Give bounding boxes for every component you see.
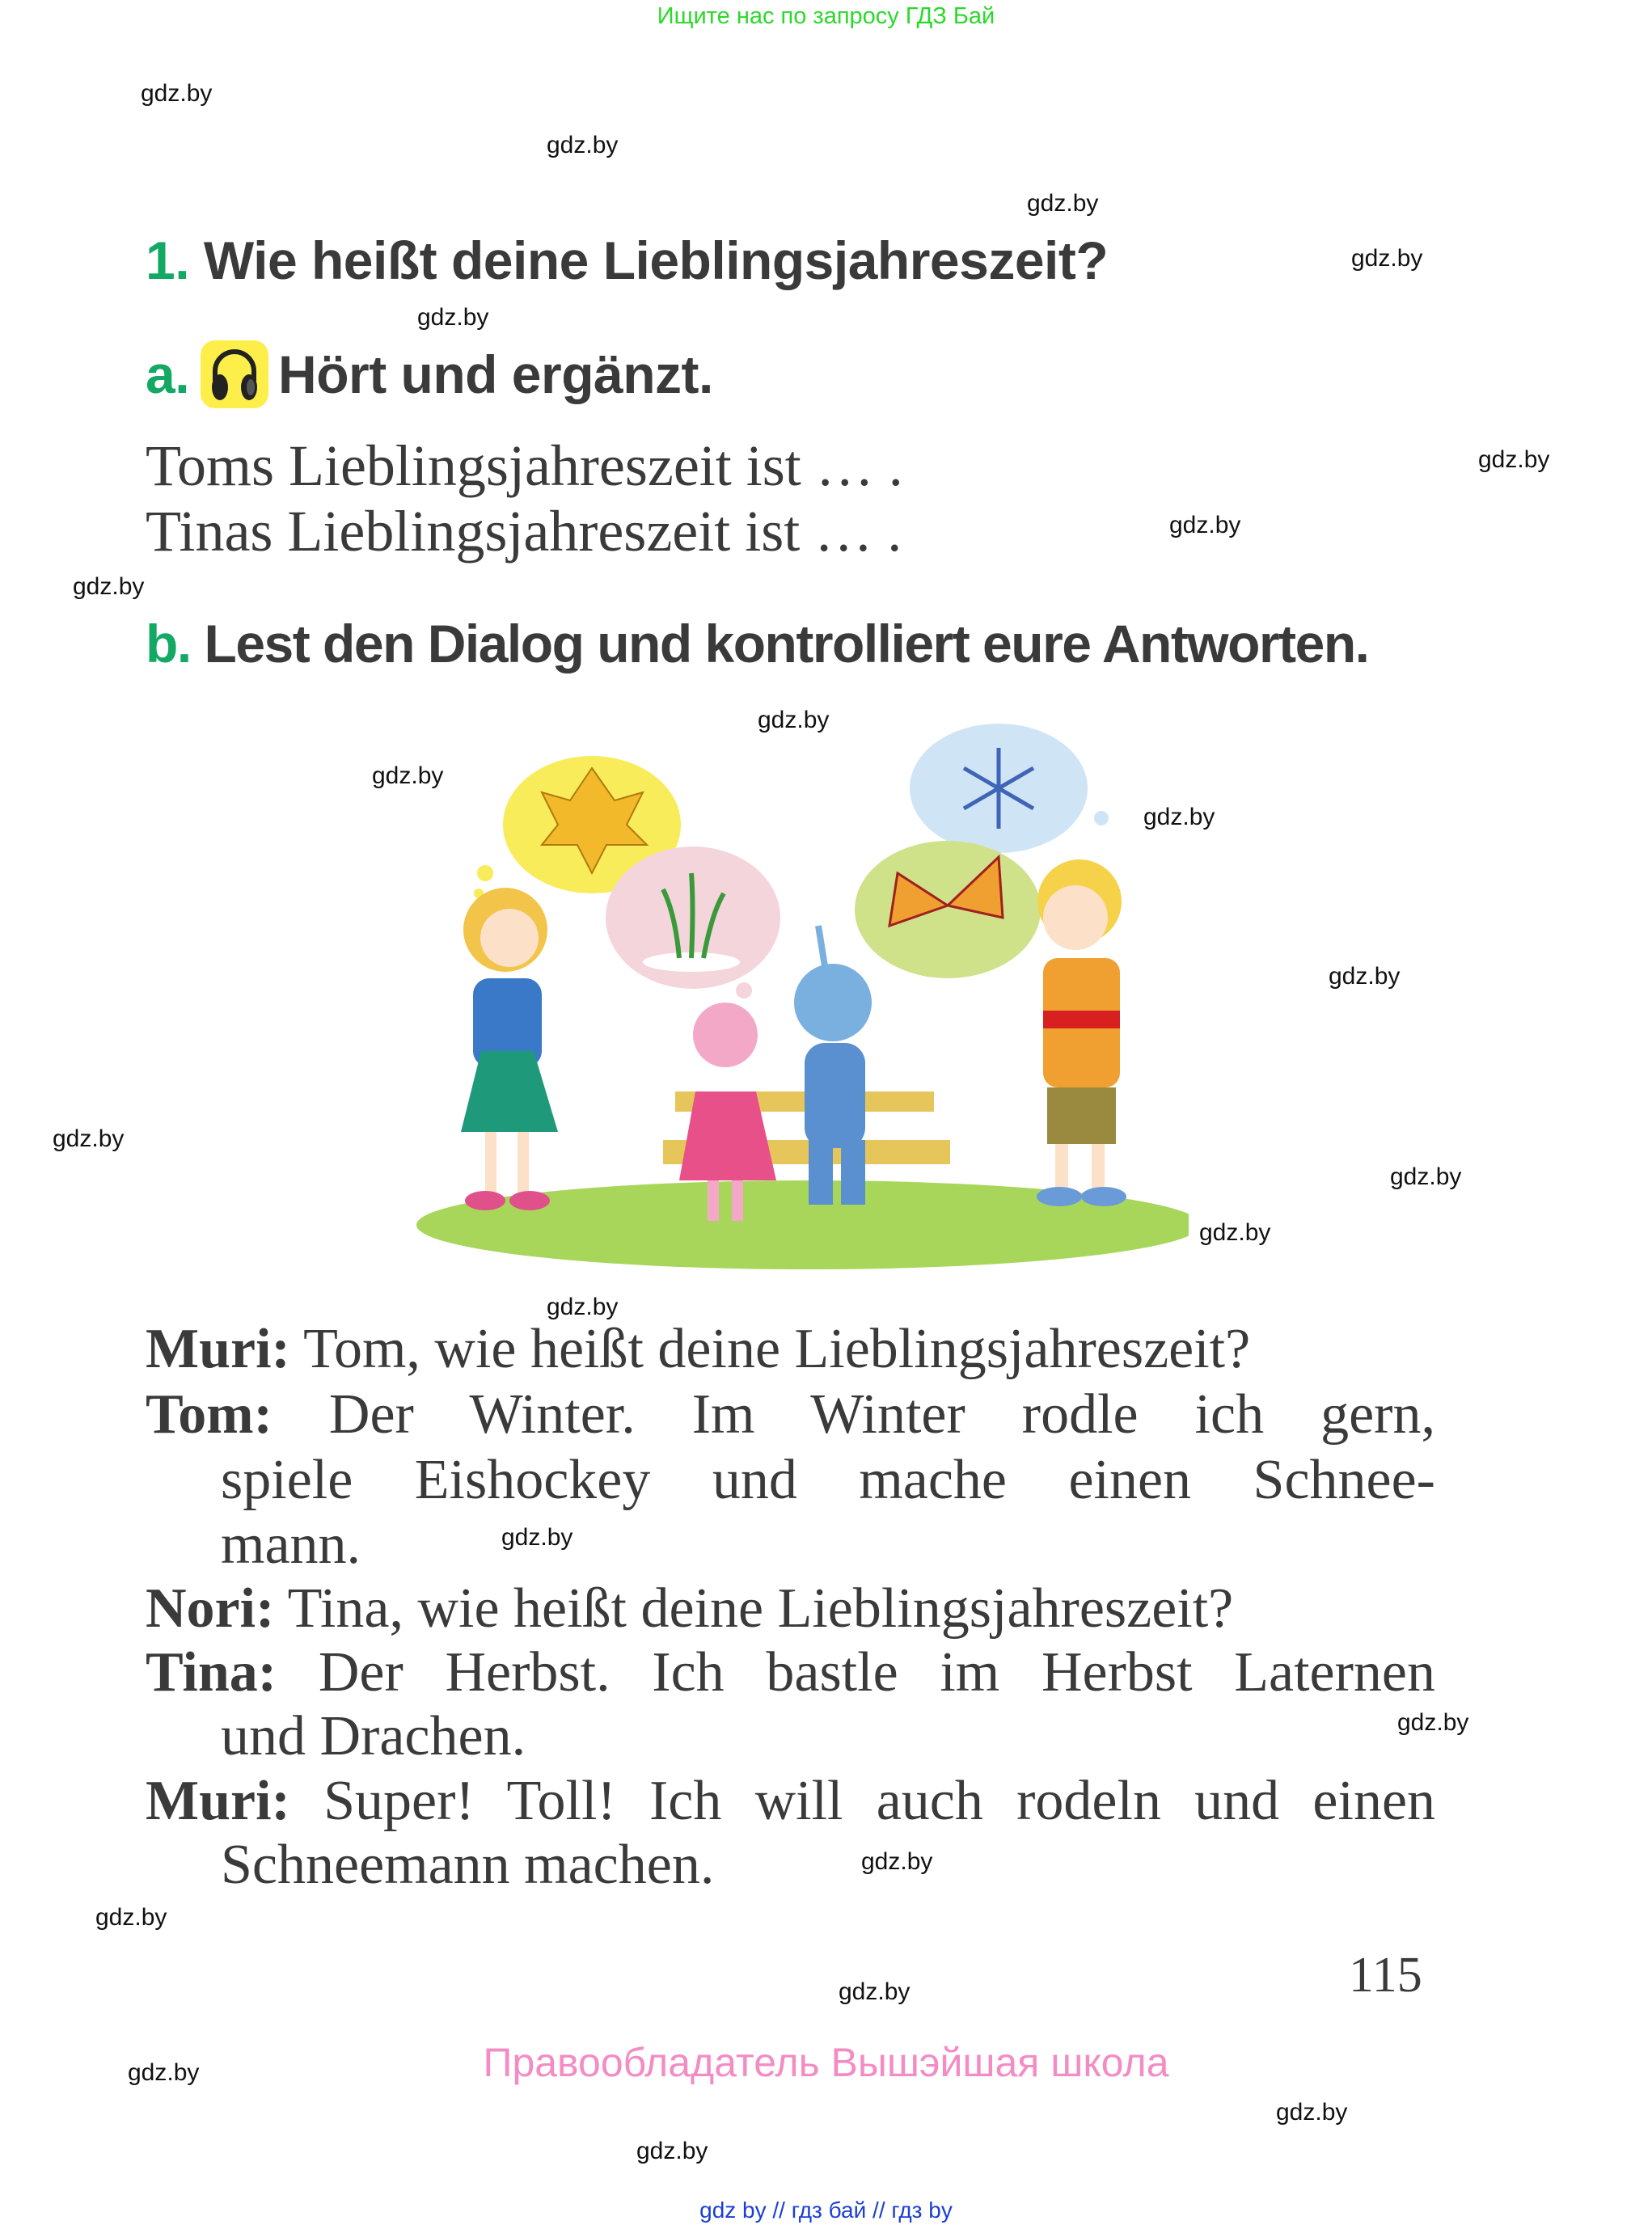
watermark: gdz.by [547, 132, 619, 158]
search-hint-banner: Ищите нас по запросу ГДЗ Бай [657, 3, 995, 29]
watermark: gdz.by [547, 1294, 619, 1320]
dialog-text: Tina, wie heißt deine Lieblingsjahreszeit? [287, 1577, 1234, 1640]
speaker-name: Tom: [146, 1383, 273, 1446]
page-number: 115 [1349, 1948, 1422, 2003]
watermark: gdz.by [501, 1524, 573, 1551]
watermark: gdz.by [417, 304, 489, 331]
girl-tina [461, 888, 558, 1210]
watermark: gdz.by [758, 707, 830, 733]
dialog-text: Der Herbst. Ich bastle im Herbst Laternen [318, 1641, 1435, 1704]
watermark: gdz.by [73, 573, 145, 600]
dialog-line [146, 1769, 1435, 1834]
children-seasons-illustration [404, 711, 1189, 1277]
dialog-line [146, 1383, 1435, 1447]
task-b-label: b. [146, 614, 191, 673]
watermark: gdz.by [53, 1125, 125, 1152]
watermark: gdz.by [1199, 1219, 1271, 1246]
speaker-name: Tina: [146, 1641, 277, 1704]
watermark: gdz.by [1478, 446, 1550, 473]
watermark: gdz.by [1329, 963, 1401, 990]
watermark: gdz.by [861, 1848, 933, 1875]
watermark: gdz.by [1027, 190, 1099, 217]
watermark: gdz.by [636, 2138, 708, 2164]
watermark: gdz.by [839, 1978, 911, 2005]
task-a [146, 342, 713, 413]
dialog-line [146, 1577, 1435, 1641]
dialog-line: spiele Eishockey und mache einen Schnee- [221, 1449, 1435, 1511]
headphones-icon[interactable] [201, 340, 268, 408]
sentence-tina: Tinas Lieblingsjahreszeit ist … . [146, 499, 902, 564]
dialog-text: Tom, wie heißt deine Lieblingsjahreszeit? [303, 1318, 1251, 1380]
task-b-text: Lest den Dialog und kontrolliert eure Antworten. [204, 614, 1369, 673]
boy-tom [1037, 859, 1126, 1206]
watermark: gdz.by [1276, 2099, 1348, 2126]
task-a-text: Hört und ergänzt. [278, 344, 713, 404]
watermark: gdz.by [1397, 1709, 1469, 1736]
dialog-line [146, 1317, 1435, 1382]
dialog-text: Super! Toll! Ich will auch rodeln und einen [323, 1770, 1436, 1832]
watermark: gdz.by [141, 80, 213, 107]
exercise-number: 1. [146, 230, 190, 290]
dialog-line: und Drachen. [221, 1705, 526, 1767]
copyright-notice: Правообладатель Вышэйшая школа [483, 2040, 1169, 2085]
task-b [146, 611, 1368, 676]
watermark: gdz.by [1351, 245, 1423, 272]
speaker-name: Muri: [146, 1318, 290, 1380]
sentence-tom: Toms Lieblingsjahreszeit ist … . [146, 433, 903, 498]
footer-links[interactable]: gdz by // гдз бай // гдз by [699, 2198, 953, 2223]
watermark: gdz.by [95, 1904, 167, 1931]
watermark: gdz.by [1169, 512, 1241, 538]
dialog-line: mann. [221, 1514, 361, 1576]
watermark: gdz.by [372, 762, 444, 789]
exercise-title-text: Wie heißt deine Lieblingsjahreszeit? [203, 230, 1109, 290]
speaker-name: Muri: [146, 1770, 290, 1832]
winter-thought-bubble [910, 724, 1109, 853]
watermark: gdz.by [1143, 804, 1215, 830]
watermark: gdz.by [128, 2059, 200, 2086]
dialog-line: Schneemann machen. [221, 1834, 715, 1896]
summer-thought-bubble [855, 841, 1041, 978]
task-a-label: a. [146, 344, 190, 404]
spring-thought-bubble [606, 847, 780, 999]
dialog-text: Der Winter. Im Winter rodle ich gern, [328, 1383, 1435, 1446]
dialog-line [146, 1640, 1435, 1705]
exercise-title [146, 228, 1108, 293]
watermark: gdz.by [1390, 1163, 1462, 1190]
speaker-name: Nori: [146, 1577, 275, 1640]
